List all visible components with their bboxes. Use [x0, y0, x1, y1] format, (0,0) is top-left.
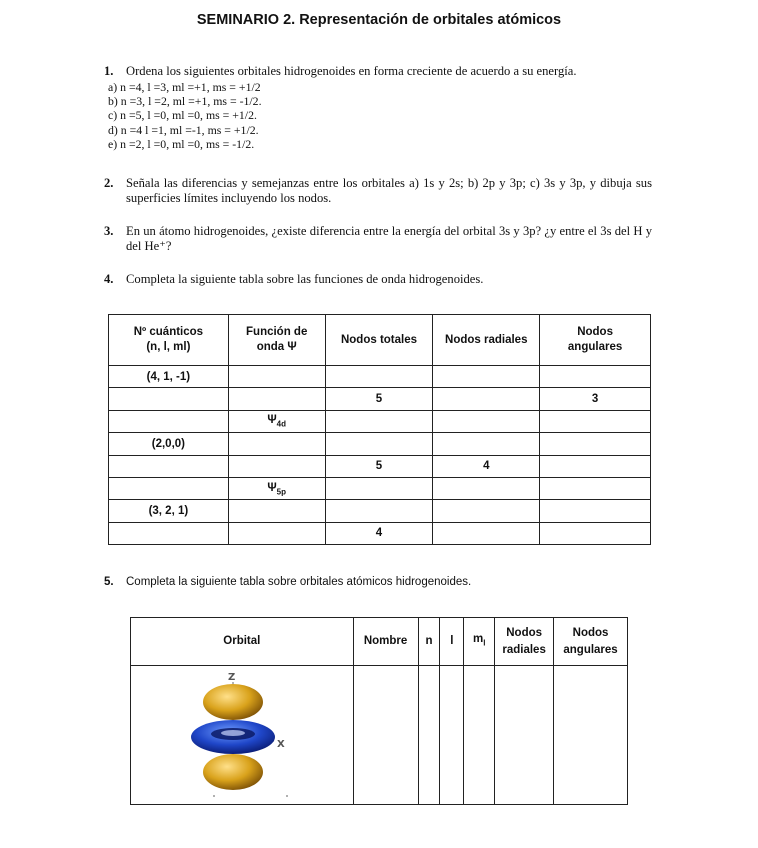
x-axis-label: X: [276, 739, 285, 750]
cell-angular: [540, 366, 651, 388]
cell-orbital-image: [131, 666, 354, 805]
header-radial-nodes: Nodos radiales: [495, 618, 554, 666]
header-total-nodes: Nodos totales: [325, 315, 433, 366]
cell-nombre: [353, 666, 418, 805]
table-row: [109, 433, 651, 455]
option-e: e) n =2, l =0, ml =0, ms = -1/2.: [108, 136, 255, 151]
question-number: 5.: [104, 576, 114, 588]
cell-total: 5: [325, 388, 433, 410]
header-wave-function: Función de onda Ψ: [228, 315, 325, 366]
cell-angular: [540, 455, 651, 477]
z-axis-label: Z: [227, 672, 236, 683]
cell-total: [325, 410, 433, 432]
cell-ml: [464, 666, 495, 805]
cell-radial: [433, 477, 540, 499]
header-nombre: Nombre: [353, 618, 418, 666]
cell-psi: [228, 500, 325, 522]
cell-psi: [228, 455, 325, 477]
question-text: Completa la siguiente tabla sobre las funciones de onda hidrogenoides.: [126, 272, 484, 286]
cell-angular: [540, 477, 651, 499]
option-b: b) n =3, l =2, ml =+1, ms = -1/2.: [108, 94, 262, 109]
dz2-orbital-image: [162, 668, 322, 802]
cell-psi: [228, 366, 325, 388]
header-orbital: Orbital: [131, 618, 354, 666]
cell-quantum: [109, 522, 229, 544]
header-quantum-numbers: Nº cuánticos (n, l, ml): [109, 315, 229, 366]
question-number: 2.: [104, 176, 114, 190]
cell-quantum: (3, 2, 1): [109, 500, 229, 522]
cell-angular: [554, 666, 628, 805]
cell-angular: 3: [540, 388, 651, 410]
question-number: 1.: [104, 64, 114, 78]
question-3: [104, 224, 652, 254]
question-2: [104, 176, 652, 206]
header-angular-nodes: Nodos angulares: [554, 618, 628, 666]
cell-n: [418, 666, 440, 805]
cell-total: [325, 366, 433, 388]
cell-psi: $\Psi_{5p}$: [228, 477, 325, 499]
table-row: [109, 366, 651, 388]
question-4: [104, 272, 652, 287]
table-row: [109, 500, 651, 522]
cell-angular: [540, 410, 651, 432]
table-row: [109, 522, 651, 544]
cell-total: [325, 477, 433, 499]
header-radial-nodes: Nodos radiales: [433, 315, 540, 366]
table-row: [109, 410, 651, 432]
cell-angular: [540, 433, 651, 455]
option-a: a) n =4, l =3, ml =+1, ms = +1/2: [108, 80, 261, 94]
cell-quantum: [109, 455, 229, 477]
cell-angular: [540, 500, 651, 522]
table-row: [109, 388, 651, 410]
cell-radial: [433, 500, 540, 522]
header-ml: $m_l$: [464, 618, 495, 666]
cell-radial: [433, 410, 540, 432]
cell-angular: [540, 522, 651, 544]
question-number: 3.: [104, 224, 114, 238]
upper-lobe: [203, 684, 263, 720]
cell-total: [325, 500, 433, 522]
table-header-row: [109, 315, 651, 366]
wavefunction-table: [108, 314, 651, 545]
cell-total: 4: [325, 522, 433, 544]
header-angular-nodes: Nodos angulares: [540, 315, 651, 366]
orbital-table: [130, 617, 628, 805]
lower-lobe: [203, 754, 263, 790]
option-c: c) n =5, l =0, ml =0, ms = +1/2.: [108, 108, 257, 123]
cell-psi: $\Psi_{4d}$: [228, 410, 325, 432]
table-row: [131, 666, 628, 805]
page-title: SEMINARIO 2. Representación de orbitales atómicos: [196, 12, 562, 28]
cell-radial: 4: [433, 455, 540, 477]
table-row: [109, 455, 651, 477]
option-d: d) n =4 l =1, ml =-1, ms = +1/2.: [108, 122, 259, 137]
question-1-options: [108, 80, 262, 151]
cell-radial: [495, 666, 554, 805]
cell-radial: [433, 366, 540, 388]
cell-psi: [228, 433, 325, 455]
cell-l: [440, 666, 464, 805]
cell-radial: [433, 433, 540, 455]
question-text: En un átomo hidrogenoides, ¿existe diferencia entre la energía del orbital 3s y 3p? ¿y entre el 3s del H y del He⁺?: [126, 224, 652, 253]
question-text: Ordena los siguientes orbitales hidrogenoides en forma creciente de acuerdo a su energía.: [126, 64, 577, 78]
cell-quantum: (2,0,0): [109, 433, 229, 455]
cell-quantum: [109, 477, 229, 499]
cell-psi: [228, 522, 325, 544]
cell-psi: [228, 388, 325, 410]
question-1: [104, 64, 652, 79]
question-text: Señala las diferencias y semejanzas entre los orbitales a) 1s y 2s; b) 2p y 3p; c) 3s y 3p, y dibuja sus superficies límites incluyendo los nodos.: [126, 176, 652, 205]
cell-radial: [433, 388, 540, 410]
header-l: l: [440, 618, 464, 666]
cell-quantum: [109, 388, 229, 410]
cell-total: 5: [325, 455, 433, 477]
cell-total: [325, 433, 433, 455]
question-5: [104, 575, 652, 590]
header-n: n: [418, 618, 440, 666]
table-header-row: [131, 618, 628, 666]
question-number: 4.: [104, 272, 114, 286]
question-text: Completa la siguiente tabla sobre orbitales atómicos hidrogenoides.: [126, 576, 472, 588]
cell-quantum: [109, 410, 229, 432]
cell-radial: [433, 522, 540, 544]
table-row: [109, 477, 651, 499]
cell-quantum: (4, 1, -1): [109, 366, 229, 388]
